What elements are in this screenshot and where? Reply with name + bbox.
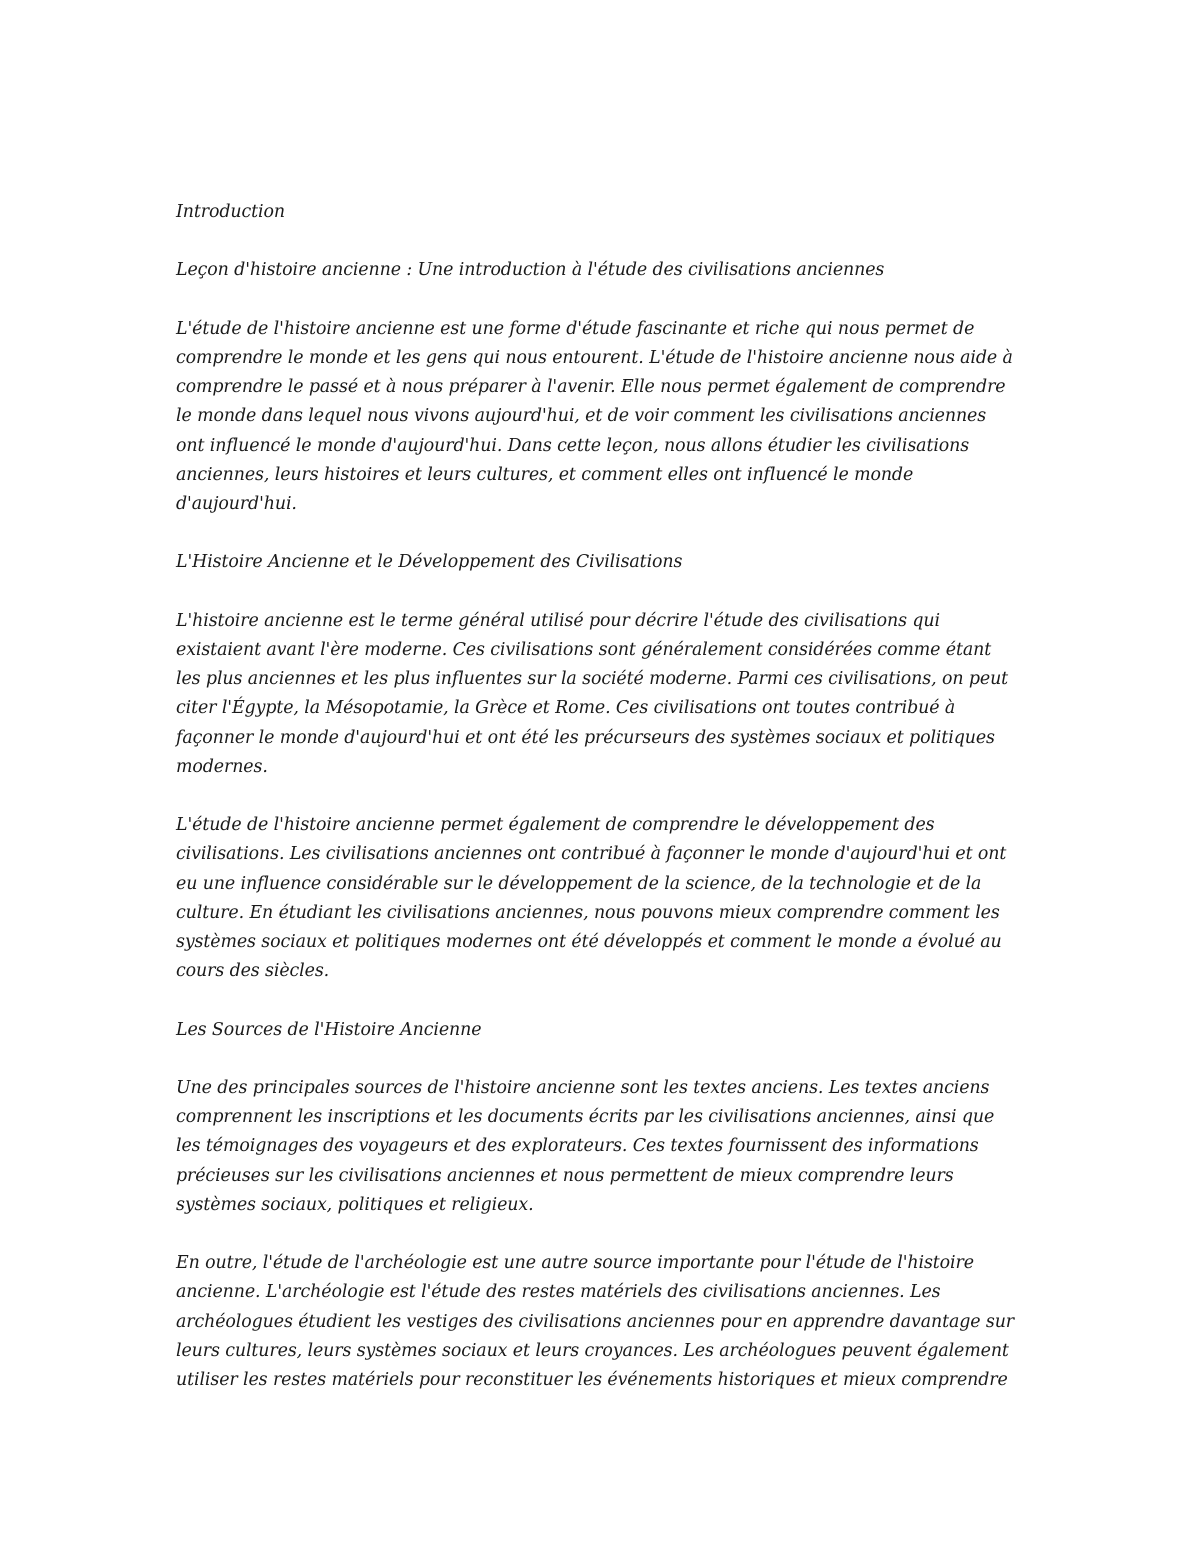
- paragraph-archaeology: [176, 1249, 1036, 1395]
- paragraph-line: ont influencé le monde d'aujourd'hui. Dans cette leçon, nous allons étudier les civilisations: [176, 435, 970, 456]
- paragraph-line: leurs cultures, leurs systèmes sociaux et leurs croyances. Les archéologues peuvent également: [176, 1340, 1009, 1361]
- paragraph-line: cours des siècles.: [176, 961, 330, 982]
- paragraph-line: existaient avant l'ère moderne. Ces civilisations sont généralement considérées comme étant: [176, 639, 992, 660]
- paragraph-line: culture. En étudiant les civilisations anciennes, nous pouvons mieux comprendre comment les: [176, 902, 1000, 923]
- paragraph-line: archéologues étudient les vestiges des civilisations anciennes pour en apprendre davantage sur: [176, 1311, 1015, 1332]
- paragraph-line: eu une influence considérable sur le développement de la science, de la technologie et de la: [176, 873, 982, 894]
- paragraph-line: citer l'Égypte, la Mésopotamie, la Grèce et Rome. Ces civilisations ont toutes contribué à: [176, 698, 956, 719]
- paragraph-line: Une des principales sources de l'histoire ancienne sont les textes anciens. Les textes anciens: [176, 1077, 990, 1098]
- paragraph-line: ancienne. L'archéologie est l'étude des restes matériels des civilisations anciennes. Les: [176, 1282, 941, 1303]
- paragraph-line: d'aujourd'hui.: [176, 494, 297, 514]
- paragraph-line: L'étude de l'histoire ancienne permet également de comprendre le développement des: [176, 815, 935, 836]
- paragraph-line: les témoignages des voyageurs et des explorateurs. Ces textes fournissent des informations: [176, 1136, 979, 1157]
- paragraph-line: anciennes, leurs histoires et leurs cultures, et comment elles ont influencé le monde: [176, 464, 914, 485]
- section-title-development: [176, 548, 1036, 577]
- document-heading: [176, 198, 1036, 227]
- section-title-text: L'Histoire Ancienne et le Développement des Civilisations: [176, 552, 683, 573]
- section-title-sources: [176, 1016, 1036, 1045]
- paragraph-intro: [176, 315, 1036, 519]
- paragraph-line: civilisations. Les civilisations anciennes ont contribué à façonner le monde d'aujourd'hui et ont: [176, 844, 1007, 865]
- paragraph-line: comprendre le monde et les gens qui nous entourent. L'étude de l'histoire ancienne nous aide à: [176, 347, 1013, 368]
- paragraph-line: comprendre le passé et à nous préparer à l'avenir. Elle nous permet également de comprendre: [176, 377, 1006, 398]
- lesson-title-text: Leçon d'histoire ancienne : Une introduction à l'étude des civilisations anciennes: [176, 260, 885, 281]
- paragraph-line: utiliser les restes matériels pour reconstituer les événements historiques et mieux comprendre: [176, 1370, 1008, 1390]
- paragraph-line: systèmes sociaux, politiques et religieux.: [176, 1194, 534, 1215]
- paragraph-line: L'étude de l'histoire ancienne est une forme d'étude fascinante et riche qui nous permet de: [176, 318, 975, 339]
- paragraph-line: façonner le monde d'aujourd'hui et ont été les précurseurs des systèmes sociaux et politiques: [176, 727, 995, 748]
- document-body: [176, 198, 1036, 1424]
- paragraph-line: précieuses sur les civilisations anciennes et nous permettent de mieux comprendre leurs: [176, 1165, 954, 1186]
- paragraph-line: systèmes sociaux et politiques modernes ont été développés et comment le monde a évolué au: [176, 932, 1002, 952]
- paragraph-line: les plus anciennes et les plus influentes sur la société moderne. Parmi ces civilisations, on peut: [176, 669, 1009, 690]
- paragraph-definition: [176, 607, 1036, 782]
- paragraph-texts: [176, 1074, 1036, 1220]
- paragraph-line: L'histoire ancienne est le terme général utilisé pour décrire l'étude des civilisations qui: [176, 610, 940, 631]
- paragraph-line: comprennent les inscriptions et les documents écrits par les civilisations anciennes, ainsi que: [176, 1107, 995, 1128]
- paragraph-line: le monde dans lequel nous vivons aujourd'hui, et de voir comment les civilisations anciennes: [176, 406, 987, 427]
- section-title-text: Les Sources de l'Histoire Ancienne: [176, 1019, 482, 1040]
- paragraph-line: En outre, l'étude de l'archéologie est une autre source importante pour l'étude de l'histoire: [176, 1253, 974, 1274]
- lesson-title: [176, 256, 1036, 285]
- paragraph-line: modernes.: [176, 756, 268, 777]
- heading-text: Introduction: [176, 202, 285, 222]
- paragraph-development: [176, 811, 1036, 986]
